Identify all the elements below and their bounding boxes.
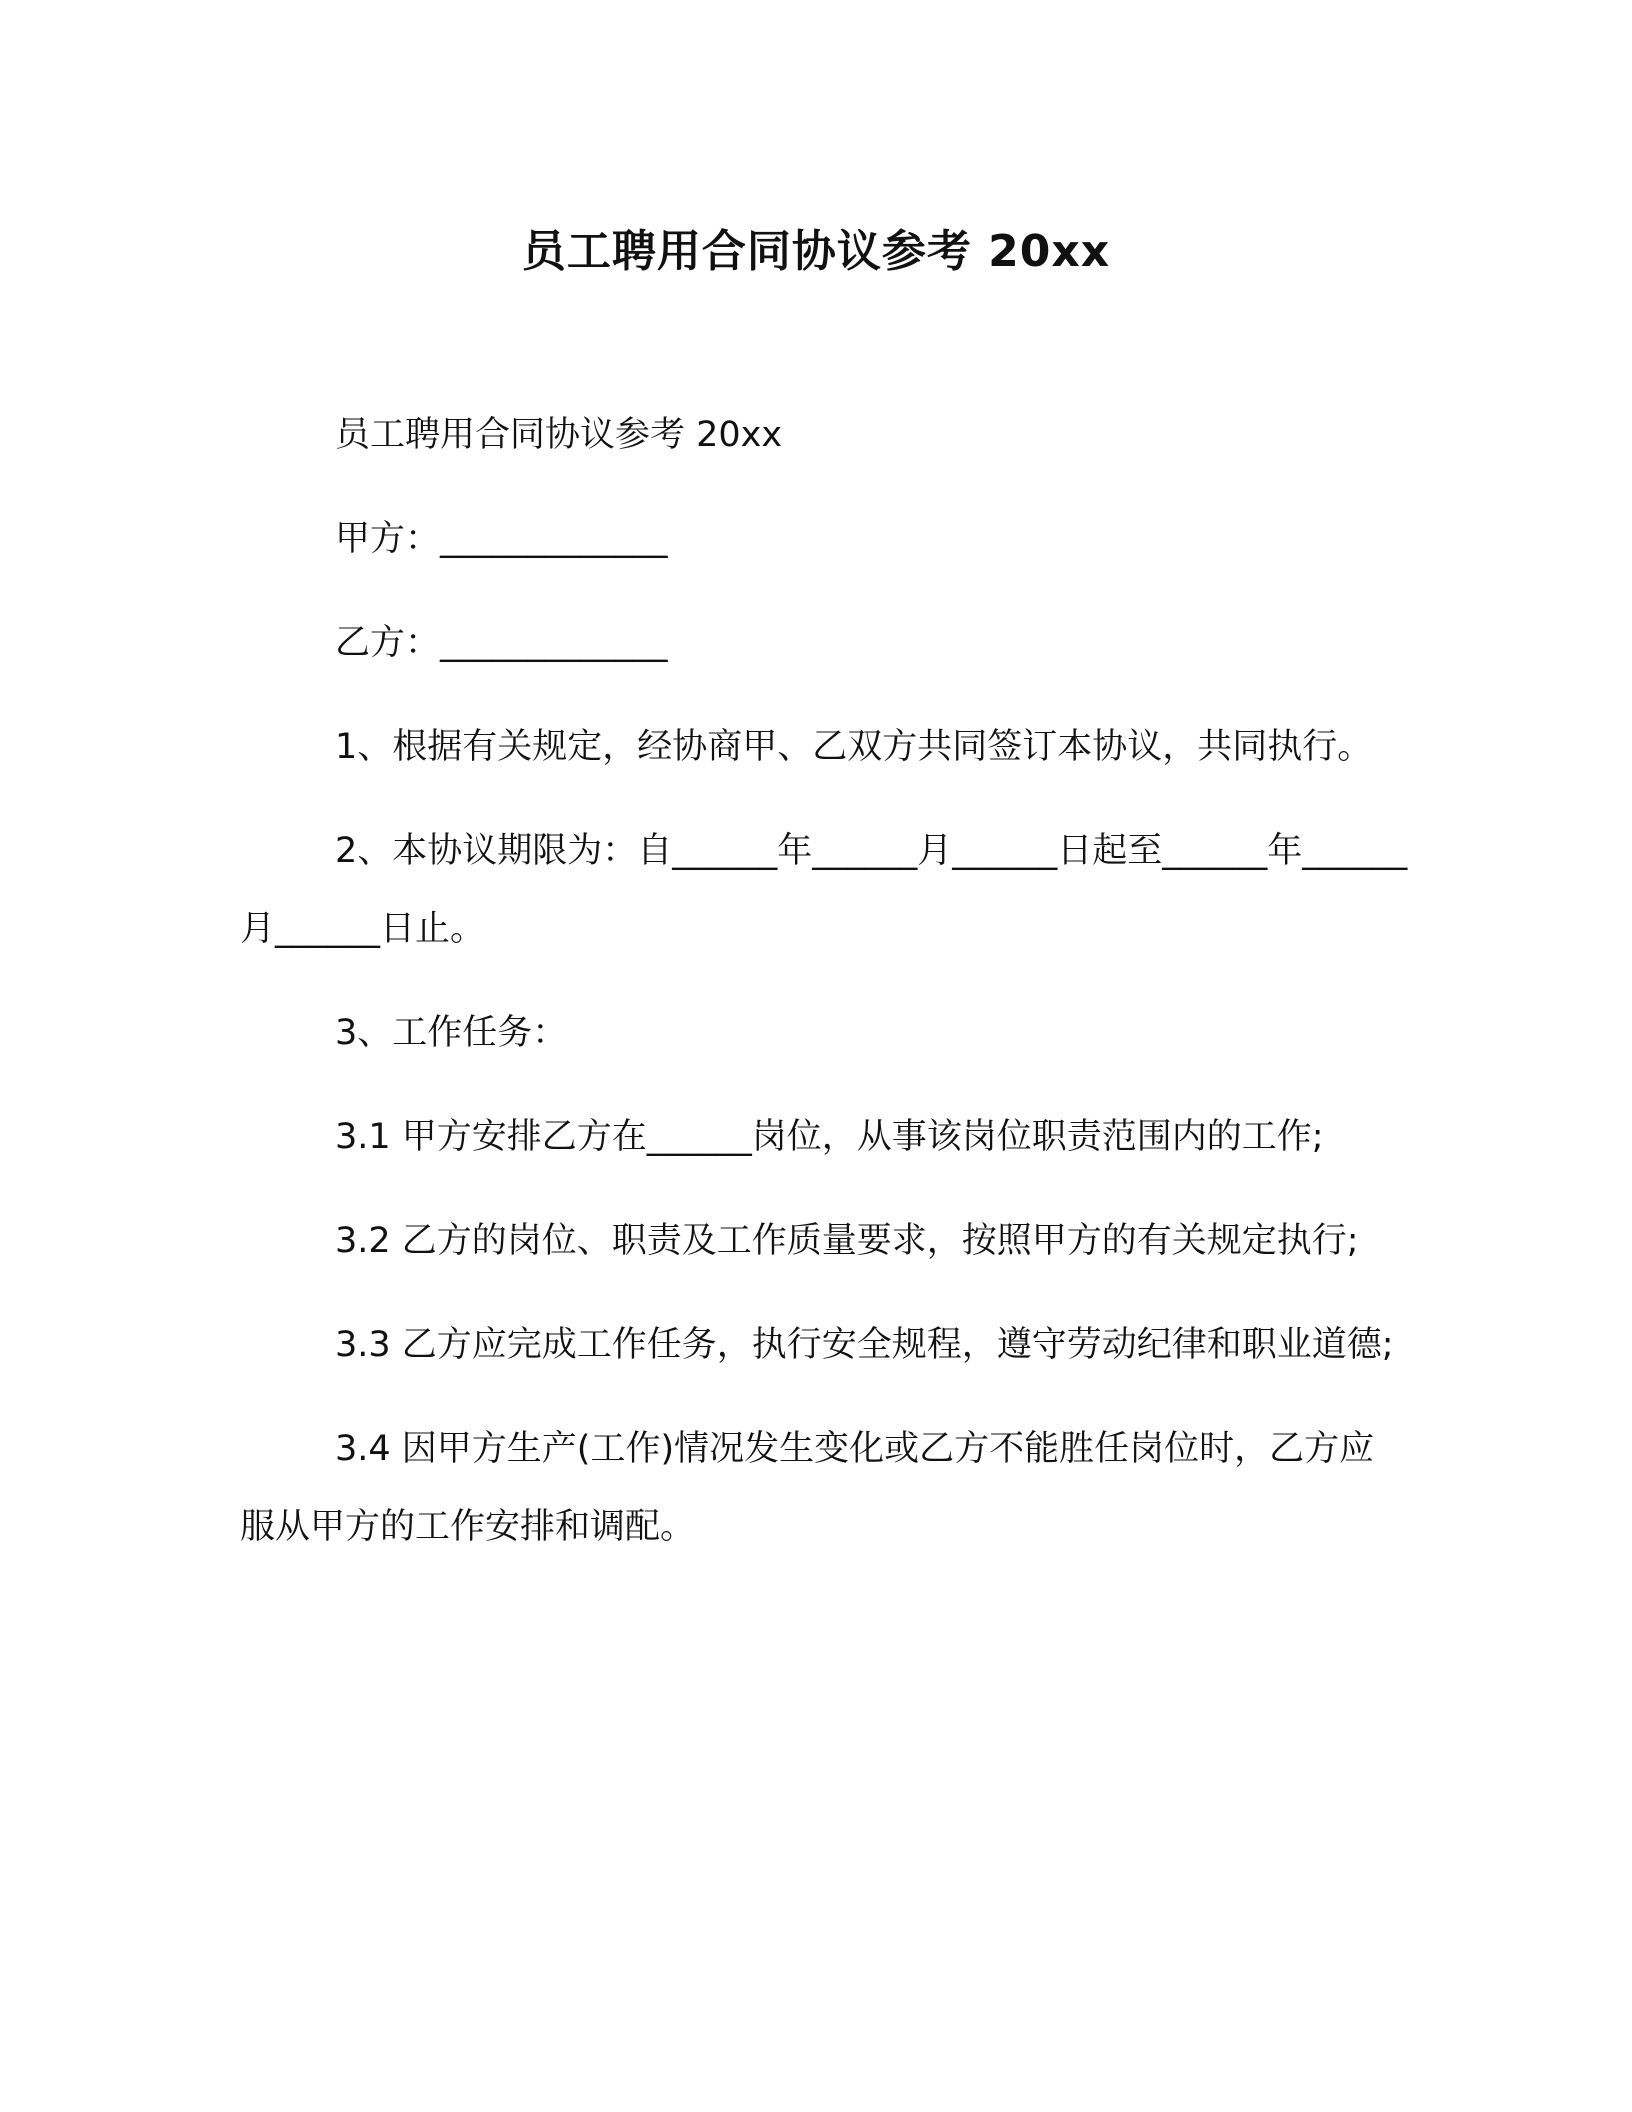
paragraph-clause-3: 3、工作任务： <box>335 1013 568 1053</box>
document-body <box>240 396 1408 1592</box>
paragraph-clause-3-2: 3.2 乙方的岗位、职责及工作质量要求，按照甲方的有关规定执行; <box>335 1221 1359 1261</box>
paragraph-heading: 员工聘用合同协议参考 20xx <box>335 415 783 455</box>
paragraph-party-b: 乙方：_____________ <box>335 623 668 663</box>
paragraph-clause-3-1: 3.1 甲方安排乙方在______岗位，从事该岗位职责范围内的工作; <box>335 1117 1324 1157</box>
paragraph-clause-2: 2、本协议期限为：自______年______月______日起至______年______月______日止。 <box>240 831 1408 949</box>
paragraph-party-a: 甲方：_____________ <box>335 519 668 559</box>
paragraph-clause-3-4: 3.4 因甲方生产(工作)情况发生变化或乙方不能胜任岗位时，乙方应服从甲方的工作安排和调配。 <box>240 1429 1375 1547</box>
document-title: 员工聘用合同协议参考 20xx <box>521 226 1111 277</box>
paragraph-clause-1: 1、根据有关规定，经协商甲、乙双方共同签订本协议，共同执行。 <box>335 727 1373 767</box>
paragraph-clause-3-3: 3.3 乙方应完成工作任务，执行安全规程，遵守劳动纪律和职业道德; <box>335 1325 1394 1365</box>
